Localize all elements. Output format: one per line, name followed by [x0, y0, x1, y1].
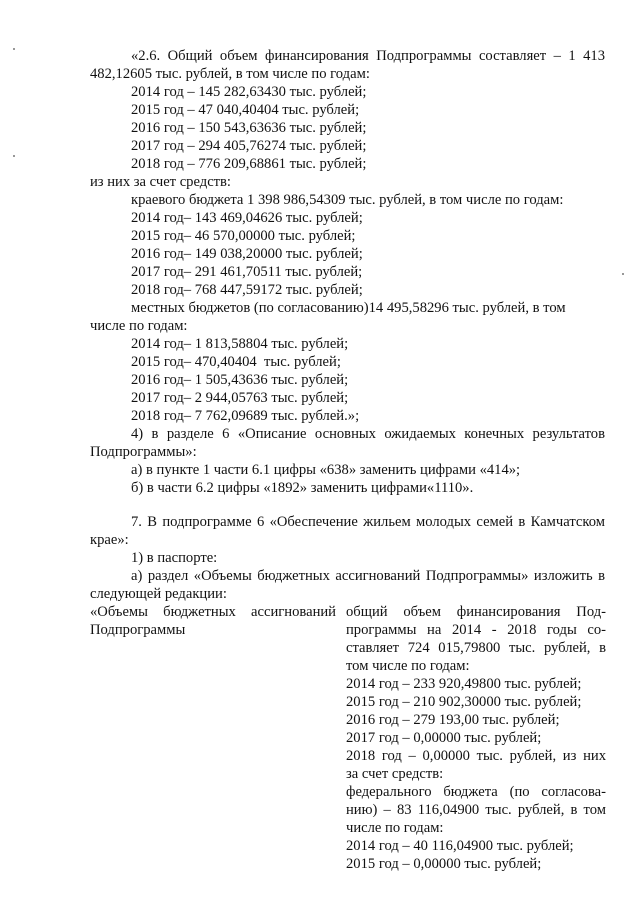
local-year-2015: 2015 год– 470,40404 тыс. рублей; [131, 354, 341, 370]
total-year-2015: 2015 год – 47 040,40404 тыс. рублей; [131, 102, 360, 118]
regional-year-2016: 2016 год– 149 038,20000 тыс. рублей; [131, 246, 363, 262]
table-right-line-7: 2016 год – 279 193,00 тыс. рублей; [346, 712, 560, 728]
item-4-line-2: Подпрограммы»: [90, 444, 197, 460]
total-year-2016: 2016 год – 150 543,63636 тыс. рублей; [131, 120, 367, 136]
table-right-line-3: ставляет 724 015,79800 тыс. рублей, в [346, 640, 606, 656]
regional-year-2017: 2017 год– 291 461,70511 тыс. рублей; [131, 264, 363, 280]
item-7-line-2: крае»: [90, 532, 129, 548]
local-year-2017: 2017 год– 2 944,05763 тыс. рублей; [131, 390, 349, 406]
scan-speck [622, 273, 624, 275]
table-right-line-8: 2017 год – 0,00000 тыс. рублей; [346, 730, 542, 746]
total-year-2014: 2014 год – 145 282,63430 тыс. рублей; [131, 84, 367, 100]
scan-speck [13, 48, 15, 50]
local-year-2014: 2014 год– 1 813,58804 тыс. рублей; [131, 336, 349, 352]
table-right-line-2: программы на 2014 - 2018 годы со- [346, 622, 606, 638]
item-4-b: б) в части 6.2 цифры «1892» заменить цифрами«1110». [131, 480, 474, 496]
regional-year-2014: 2014 год– 143 469,04626 тыс. рублей; [131, 210, 363, 226]
item-7-a-line-1: а) раздел «Объемы бюджетных ассигнований Подпрограммы» изложить в [131, 568, 605, 584]
table-right-line-13: числе по годам: [346, 820, 444, 836]
table-right-line-1: общий объем финансирования Под- [346, 604, 606, 620]
item-4-line-1: 4) в разделе 6 «Описание основных ожидаемых конечных результатов [131, 426, 605, 442]
local-budget-line-1: местных бюджетов (по согласованию)14 495,58296 тыс. рублей, в том [131, 300, 566, 316]
table-right-line-12: нию) – 83 116,04900 тыс. рублей, в том [346, 802, 606, 818]
item-4-a: а) в пункте 1 части 6.1 цифры «638» заменить цифрами «414»; [131, 462, 521, 478]
table-right-line-9: 2018 год – 0,00000 тыс. рублей, из них [346, 748, 606, 764]
table-right-line-10: за счет средств: [346, 766, 444, 782]
scan-speck [13, 155, 15, 157]
total-year-2017: 2017 год – 294 405,76274 тыс. рублей; [131, 138, 367, 154]
table-left-line-2: Подпрограммы [90, 622, 186, 638]
table-right-line-11: федерального бюджета (по согласова- [346, 784, 606, 800]
from-them-label: из них за счет средств: [90, 174, 231, 190]
section-2-6-line-1: «2.6. Общий объем финансирования Подпрограммы составляет – 1 413 [131, 48, 605, 64]
table-right-line-6: 2015 год – 210 902,30000 тыс. рублей; [346, 694, 582, 710]
table-right-line-4: том числе по годам: [346, 658, 470, 674]
table-right-line-15: 2015 год – 0,00000 тыс. рублей; [346, 856, 542, 872]
table-right-line-5: 2014 год – 233 920,49800 тыс. рублей; [346, 676, 582, 692]
total-year-2018: 2018 год – 776 209,68861 тыс. рублей; [131, 156, 367, 172]
local-budget-line-2: числе по годам: [90, 318, 188, 334]
regional-year-2015: 2015 год– 46 570,00000 тыс. рублей; [131, 228, 356, 244]
regional-year-2018: 2018 год– 768 447,59172 тыс. рублей; [131, 282, 363, 298]
item-7-a-line-2: следующей редакции: [90, 586, 227, 602]
regional-budget-line: краевого бюджета 1 398 986,54309 тыс. рублей, в том числе по годам: [131, 192, 564, 208]
local-year-2018: 2018 год– 7 762,09689 тыс. рублей.»; [131, 408, 360, 424]
section-2-6-line-2: 482,12605 тыс. рублей, в том числе по годам: [90, 66, 370, 82]
local-year-2016: 2016 год– 1 505,43636 тыс. рублей; [131, 372, 349, 388]
table-left-line-1: «Объемы бюджетных ассигнований [90, 604, 336, 620]
item-7-passport: 1) в паспорте: [131, 550, 218, 566]
table-right-line-14: 2014 год – 40 116,04900 тыс. рублей; [346, 838, 574, 854]
item-7-line-1: 7. В подпрограмме 6 «Обеспечение жильем молодых семей в Камчатском [131, 514, 605, 530]
